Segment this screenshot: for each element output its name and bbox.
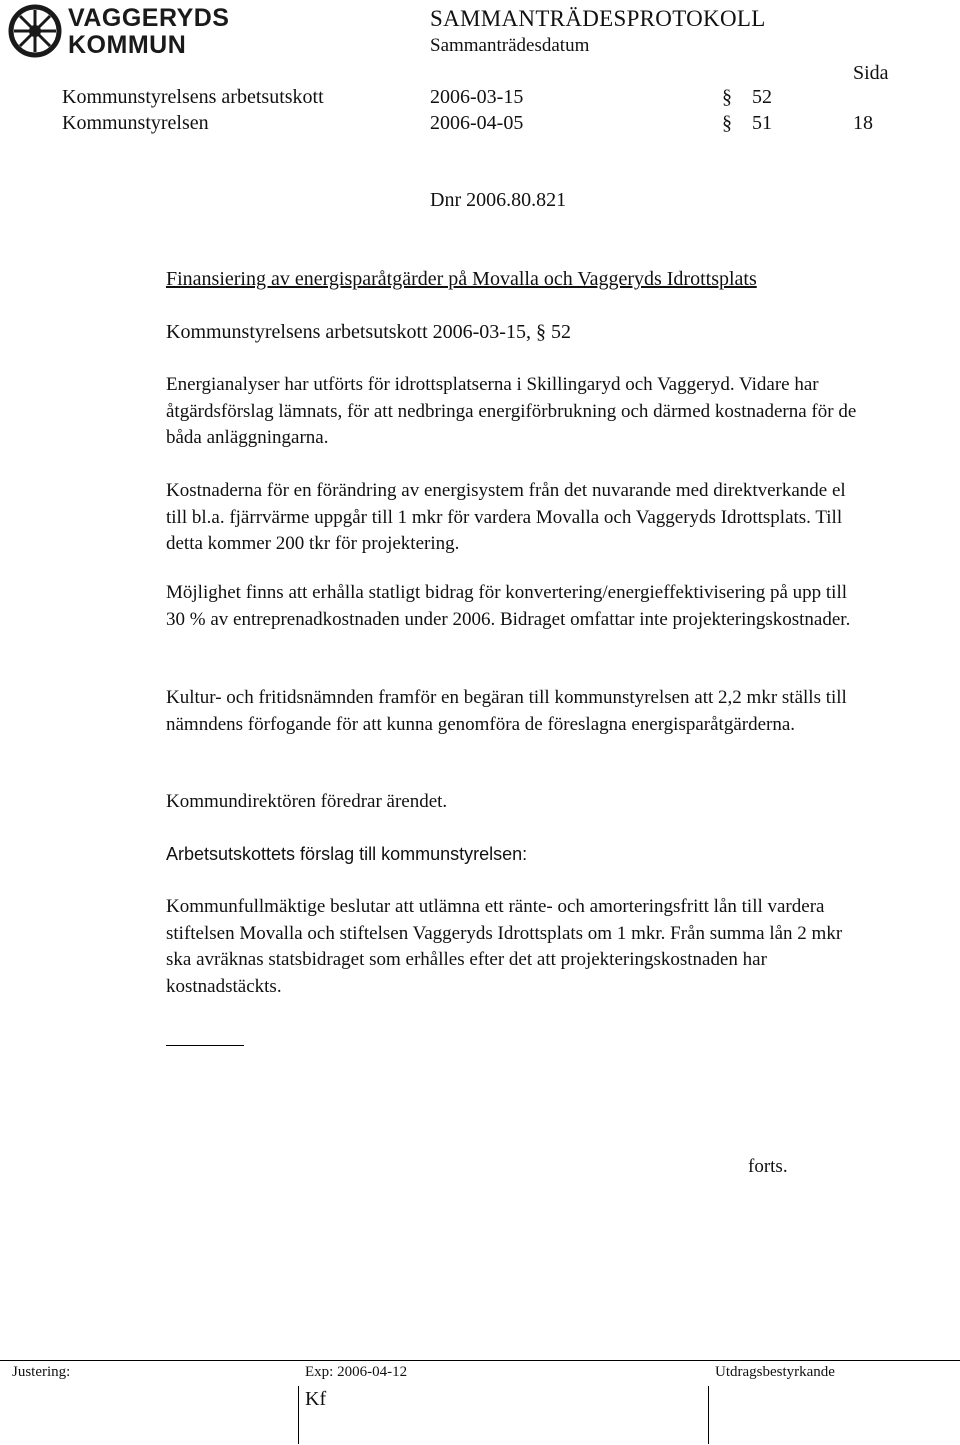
page-number: 18 bbox=[853, 112, 873, 134]
body-paragraph-5: Kommundirektören föredrar ärendet. bbox=[166, 791, 448, 812]
separator-rule bbox=[166, 1045, 244, 1046]
document-type: SAMMANTRÄDESPROTOKOLL bbox=[430, 6, 766, 31]
footer-justering: Justering: bbox=[12, 1364, 71, 1380]
footer-exp-date: Exp: 2006-04-12 bbox=[305, 1364, 408, 1380]
meeting-date: 2006-03-15 bbox=[430, 86, 524, 108]
section-symbol: § bbox=[722, 86, 732, 108]
municipality-logo bbox=[8, 4, 230, 59]
subject-heading: Finansiering av energisparåtgärder på Movalla och Vaggeryds Idrottsplats bbox=[166, 268, 757, 290]
body-paragraph-4: Kultur- och fritidsnämnden framför en begäran till kommunstyrelsen att 2,2 mkr ställs till nämndens förfogande för att kunna genomföra de föreslagna energisparåtgärderna. bbox=[166, 687, 847, 735]
case-number: Dnr 2006.80.821 bbox=[430, 189, 567, 211]
body-paragraph-1: Energianalyser har utförts för idrottsplatserna i Skillingaryd och Vaggeryd. Vidare har åtgärdsförslag lämnats, för att nedbringa energiförbrukning och därmed kostnaderna för de båda anläggningarna. bbox=[166, 374, 857, 448]
footer-divider bbox=[708, 1386, 709, 1444]
logo-line-2: KOMMUN bbox=[68, 31, 187, 59]
proposal-text: Kommunfullmäktige beslutar att utlämna ett ränte- och amorteringsfritt lån till vardera stiftelsen Movalla och stiftelsen Vaggeryds Idrottsplats om 1 mkr. Från summa lån 2 mkr ska avräknas statsbidraget som erhålles efter det att projekteringskostnaden har kostnadstäckts. bbox=[166, 896, 843, 997]
meeting-body: Kommunstyrelsen bbox=[62, 112, 209, 134]
footer-rule bbox=[0, 1360, 960, 1361]
section-number: 51 bbox=[752, 112, 772, 134]
logo-emblem-icon bbox=[8, 4, 62, 58]
logo-wordmark bbox=[68, 6, 229, 60]
footer-utdragsbestyrkande: Utdragsbestyrkande bbox=[715, 1364, 835, 1380]
footer-divider bbox=[298, 1386, 299, 1444]
meeting-date-label: Sammanträdesdatum bbox=[430, 35, 590, 56]
proposal-heading: Arbetsutskottets förslag till kommunstyrelsen: bbox=[166, 844, 528, 864]
section-number: 52 bbox=[752, 86, 772, 108]
section-symbol: § bbox=[722, 112, 732, 134]
logo-line-1: VAGGERYDS bbox=[68, 4, 230, 32]
meeting-body: Kommunstyrelsens arbetsutskott bbox=[62, 86, 324, 108]
meeting-date: 2006-04-05 bbox=[430, 112, 524, 134]
footer-kf: Kf bbox=[305, 1388, 327, 1410]
body-paragraph-3: Möjlighet finns att erhålla statligt bidrag för konvertering/energieffektivisering på upp till 30 % av entreprenadkostnaden under 2006. Bidraget omfattar inte projekteringskostnader. bbox=[166, 582, 851, 630]
continues-marker: forts. bbox=[748, 1156, 788, 1177]
reference-line: Kommunstyrelsens arbetsutskott 2006-03-15, § 52 bbox=[166, 321, 571, 343]
page-label: Sida bbox=[853, 62, 889, 84]
body-paragraph-2: Kostnaderna för en förändring av energisystem från det nuvarande med direktverkande el till bl.a. fjärrvärme uppgår till 1 mkr för vardera Movalla och Vaggeryds Idrottsplats. Till detta kommer 200 tkr för projektering. bbox=[166, 480, 846, 554]
